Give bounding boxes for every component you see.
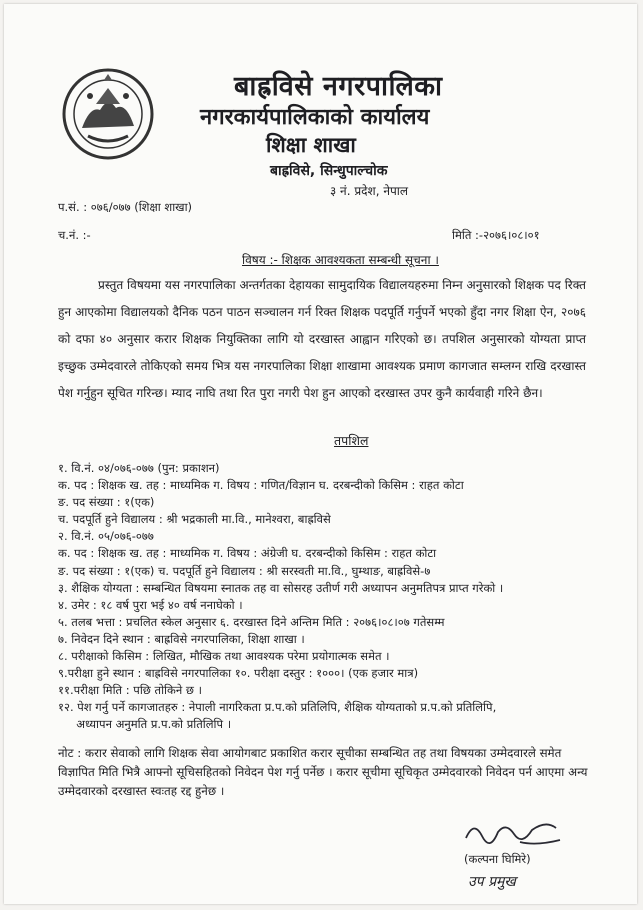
list-item: ३. शैक्षिक योग्यता : सम्बन्धित विषयमा स्नातक तह वा सोसरह उतीर्ण गरी अध्यापन अनुमतिपत्र प्राप्त गरेको । (58, 580, 504, 595)
municipality-name: बाह्रविसे नगरपालिका (234, 71, 443, 102)
list-item: ङ. पद संख्या : १(एक) (58, 495, 155, 510)
tapasil-heading: तपशिल (334, 433, 369, 448)
list-item: ११.परीक्षा मिति : पछि तोकिने छ । (58, 683, 202, 698)
section-name: शिक्षा शाखा (266, 133, 356, 157)
body-text: प्रस्तुत विषयमा यस नगरपालिका अन्तर्गतका देहायका सामुदायिक विद्यालयहरुमा निम्न अनुसारको शिक्षक पद रिक्त हुन आएकोमा विद्यालयको दैनिक पठन पाठन सञ्चालन गर्न रिक्त शिक्षक पदपूर्ति गर्नुपर्ने भएको हुँदा नगर शिक्षा ऐन, २०७६ को दफा ४० अनुसार करार शिक्षक नियुक्तिका लागि यो दरखास्त आह्वान गरिएको छ। तपशिल अनुसारको योग्यता प्राप्त इच्छुक उम्मेदवारले तोकिएको समय भित्र यस नगरपालिका शिक्षा शाखामा आवश्यक प्रमाण कागजात सम्लग्न राखि दरखास्त पेश गर्नुहुन सूचित गरिन्छ। म्याद नाघि तथा रित पुरा नगरी पेश हुन आएको दरखास्त उपर कुनै कार्यवाही गरिने छैन। (58, 278, 586, 400)
office-name: नगरकार्यपालिकाको कार्यालय (200, 105, 430, 130)
list-item: क. पद : शिक्षक ख. तह : माध्यमिक ग. विषय : गणित/विज्ञान घ. दरबन्दीको किसिम : राहत कोटा (58, 478, 464, 493)
signature-mark (460, 816, 570, 850)
reference-number: प.सं. : ०७६/०७७ (शिक्षा शाखा) (58, 200, 193, 214)
list-item: च. पदपूर्ति हुने विद्यालय : श्री भद्रकाली मा.वि., मानेश्वरा, बाह्रविसे (58, 512, 331, 527)
list-item: अध्यापन अनुमति प्र.प.को प्रतिलिपि । (58, 717, 232, 732)
notice-document (4, 4, 637, 904)
list-item: ५. तलब भत्ता : प्रचलित स्केल अनुसार ६. दरखास्त दिने अन्तिम मिति : २०७६।०८।०७ गतेसम्म (58, 614, 445, 629)
list-item: २. वि.नं. ०५/०७६-०७७ (58, 529, 154, 544)
subject-line: विषय :- शिक्षक आवश्यकता सम्बन्धी सूचना । (242, 253, 439, 267)
list-item: १. वि.नं. ०४/०७६-०७७ (पुन: प्रकाशन) (58, 461, 220, 475)
list-item: ङ. पद संख्या : १(एक) च. पदपूर्ति हुने विद्यालय : श्री सरस्वती मा.वि., घुम्थाङ, बाह्रविसे-७ (58, 563, 431, 578)
province-address: ३ नं. प्रदेश, नेपाल (330, 184, 409, 198)
body-paragraph (58, 272, 586, 407)
list-item: ४. उमेर : १८ वर्ष पुरा भई ४० वर्ष ननाघेको । (58, 597, 243, 612)
dispatch-number: च.नं. :- (58, 228, 91, 242)
list-item: क. पद : शिक्षक ख. तह : माध्यमिक ग. विषय : अंग्रेजी घ. दरबन्दीको किसिम : राहत कोटा (58, 546, 437, 561)
signatory-title: उप प्रमुख (468, 874, 516, 890)
government-emblem-icon (60, 66, 156, 162)
list-item: १२. पेश गर्नु पर्ने कागजातहरु : नेपाली नागरिकता प्र.प.को प्रतिलिपि, शैक्षिक योग्यताको प्र.प.को प्रतिलिपि, (58, 700, 497, 715)
list-item: ९.परीक्षा हुने स्थान : बाह्रविसे नगरपालिका १०. परीक्षा दस्तुर : १०००। (एक हजार मात्र) (58, 666, 419, 681)
list-item: ८. परीक्षाको किसिम : लिखित, मौखिक तथा आवश्यक परेमा प्रयोगात्मक समेत । (58, 649, 390, 664)
district-address: बाह्रविसे, सिन्धुपाल्चोक (270, 163, 388, 179)
details-list (58, 460, 618, 734)
issue-date: मिति :-२०७६।०८।०१ (452, 228, 540, 242)
list-item: ७. निवेदन दिने स्थान : बाह्रविसे नगरपालिका, शिक्षा शाखा । (58, 631, 305, 646)
signatory-name: (कल्पना घिमिरे) (464, 852, 531, 866)
note-paragraph: नोट : करार सेवाको लागि शिक्षक सेवा आयोगबाट प्रकाशित करार सूचीका सम्बन्धित तह तथा विषयका उम्मेदवारले समेत विज्ञापित मिति भित्रै आफ्नो सूचिसहितको निवेदन पेश गर्नु पर्नेछ । करार सूचीमा सूचिकृत उम्मेदवारको निवेदन पर्न आएमा अन्य उम्मेदवारको दरखास्त स्वःतह रद्द हुनेछ । (58, 746, 588, 798)
